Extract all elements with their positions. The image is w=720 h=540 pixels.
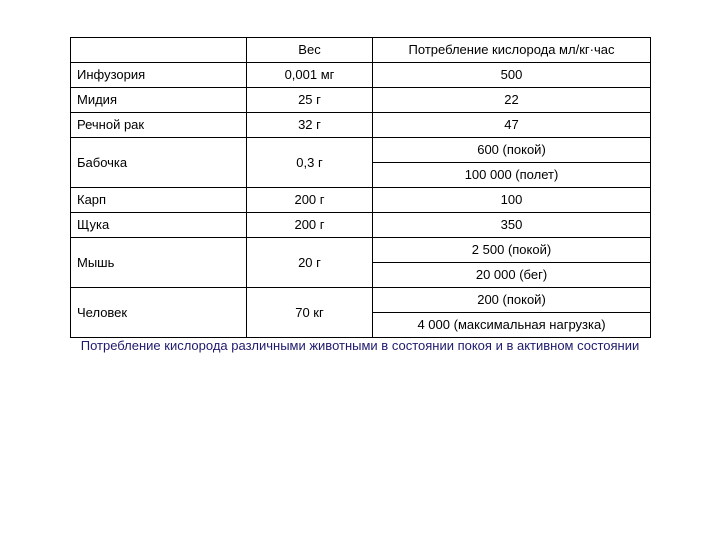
header-blank-cell <box>71 38 247 63</box>
table-header-row <box>71 38 651 63</box>
table-row <box>71 138 651 188</box>
header-weight: Вес <box>247 38 373 63</box>
animal-name: Карп <box>71 188 247 213</box>
table-row <box>71 188 651 213</box>
table-row <box>71 113 651 138</box>
oxygen-value: 22 <box>373 88 651 113</box>
table-row <box>71 63 651 88</box>
oxygen-active-value: 100 000 (полет) <box>464 167 559 182</box>
table-row <box>71 238 651 288</box>
oxygen-active-value: 4 000 (максимальная нагрузка) <box>417 317 606 332</box>
animal-name: Мышь <box>71 238 247 288</box>
animal-name: Щука <box>71 213 247 238</box>
oxygen-value-split <box>373 138 651 188</box>
oxygen-value: 47 <box>373 113 651 138</box>
table-row <box>71 88 651 113</box>
animal-weight: 32 г <box>247 113 373 138</box>
oxygen-rest-value: 200 (покой) <box>373 288 650 313</box>
oxygen-rest-value: 2 500 (покой) <box>373 238 650 263</box>
table-row <box>71 288 651 338</box>
oxygen-table-container <box>70 37 650 338</box>
oxygen-value-split <box>373 288 651 338</box>
table-row <box>71 213 651 238</box>
oxygen-active-value: 20 000 (бег) <box>475 267 548 282</box>
animal-weight: 200 г <box>247 188 373 213</box>
oxygen-consumption-table <box>70 37 651 338</box>
table-caption: Потребление кислорода различными животными в состоянии покоя и в активном состоянии <box>80 338 640 353</box>
animal-name: Речной рак <box>71 113 247 138</box>
animal-weight: 0,001 мг <box>247 63 373 88</box>
animal-weight: 0,3 г <box>247 138 373 188</box>
animal-name: Человек <box>71 288 247 338</box>
animal-name: Бабочка <box>71 138 247 188</box>
animal-weight: 200 г <box>247 213 373 238</box>
animal-name: Инфузория <box>71 63 247 88</box>
animal-weight: 25 г <box>247 88 373 113</box>
oxygen-value-split <box>373 238 651 288</box>
oxygen-value: 100 <box>373 188 651 213</box>
animal-weight: 70 кг <box>247 288 373 338</box>
oxygen-rest-value: 600 (покой) <box>373 138 650 163</box>
animal-name: Мидия <box>71 88 247 113</box>
oxygen-value: 500 <box>373 63 651 88</box>
oxygen-value: 350 <box>373 213 651 238</box>
header-oxygen: Потребление кислорода мл/кг·час <box>373 38 651 63</box>
animal-weight: 20 г <box>247 238 373 288</box>
